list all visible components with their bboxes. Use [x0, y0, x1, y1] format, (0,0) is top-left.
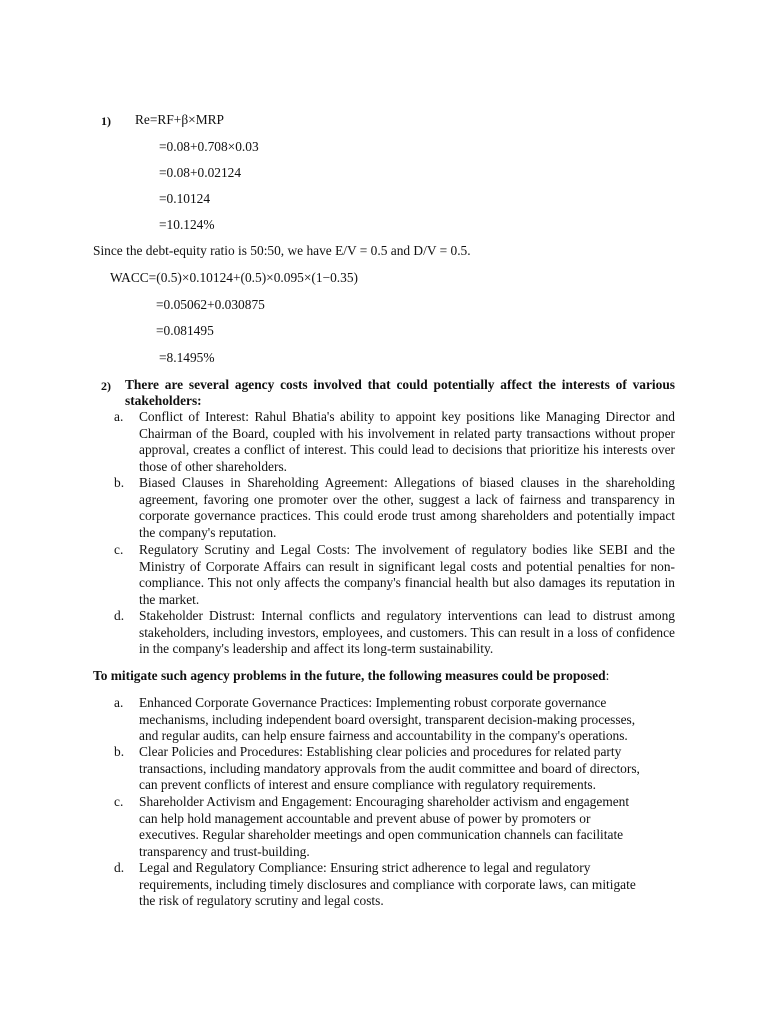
ratio-note: Since the debt-equity ratio is 50:50, we have E/V = 0.5 and D/V = 0.5.	[93, 243, 471, 258]
section-2-number: 2)	[101, 379, 111, 393]
wacc-step-2: =0.081495	[156, 323, 214, 338]
line: can prevent conflicts of interest and ensure compliance with regulatory requirements.	[139, 777, 596, 793]
line: Clear Policies and Procedures: Establishing clear policies and procedures for related party	[139, 744, 622, 759]
mitigation-heading-text: To mitigate such agency problems in the future, the following measures could be proposed	[93, 668, 606, 683]
re-formula: Re=RF+β×MRP	[135, 112, 225, 127]
line: Shareholder Activism and Engagement: Encouraging shareholder activism and engagement	[139, 794, 630, 809]
section-1-number: 1)	[101, 114, 111, 128]
agency-cost-text: Regulatory Scrutiny and Legal Costs: The involvement of regulatory bodies like SEBI and the Ministry of Corporate Affairs can result in significant legal costs and potential penalties for non-compliance. This not only affects the company's financial health but also damages its reputation in the market.	[139, 542, 675, 607]
section-2-heading-line-1: There are several agency costs involved that could potentially affect the interests of various	[125, 377, 675, 392]
list-marker: a.	[114, 409, 124, 424]
agency-cost-text: Stakeholder Distrust: Internal conflicts and regulatory interventions can lead to distrust among stakeholders, including investors, employees, and customers. This can result in a loss of confidence in the company's leadership and affect its long-term sustainability.	[139, 608, 675, 657]
list-marker: d.	[114, 608, 125, 623]
line: and regular audits, can help ensure fairness and accountability in the company's operations.	[139, 728, 628, 744]
line: mechanisms, including independent board oversight, transparent decision-making processes,	[139, 711, 636, 727]
re-step-2: =0.08+0.02124	[159, 165, 242, 180]
line: Legal and Regulatory Compliance: Ensuring strict adherence to legal and regulatory	[139, 860, 591, 875]
line: requirements, including timely disclosures and compliance with corporate laws, can mitigate	[139, 876, 636, 892]
section-2-heading-line-2: stakeholders:	[125, 393, 202, 408]
wacc-step-1: =0.05062+0.030875	[156, 297, 265, 312]
line: transactions, including mandatory approvals from the audit committee and board of directors,	[139, 760, 640, 776]
mitigation-heading-colon: :	[605, 668, 610, 683]
list-marker: b.	[114, 744, 125, 759]
wacc-formula: WACC=(0.5)×0.10124+(0.5)×0.095×(1−0.35)	[110, 270, 359, 285]
line: executives. Regular shareholder meetings and open communication channels can facilitate	[139, 827, 624, 843]
list-marker: b.	[114, 475, 125, 490]
wacc-step-3: =8.1495%	[159, 350, 215, 365]
line: Enhanced Corporate Governance Practices: Implementing robust corporate governance	[139, 695, 607, 710]
list-marker: c.	[114, 542, 124, 557]
re-step-3: =0.10124	[159, 191, 211, 206]
mitigation-heading	[93, 668, 609, 685]
list-marker: d.	[114, 860, 125, 875]
re-step-4: =10.124%	[159, 217, 215, 232]
agency-cost-text: Biased Clauses in Shareholding Agreement: Allegations of biased clauses in the shareholding agreement, favoring one promoter over the other, suggest a lack of fairness and transparency in corporate governance practices. This could erode trust among shareholders and potentially impact the company's reputation.	[139, 475, 675, 540]
line: transparency and trust-building.	[139, 843, 310, 859]
list-marker: a.	[114, 695, 124, 710]
line: the risk of regulatory scrutiny and legal costs.	[139, 893, 384, 909]
agency-cost-text: Conflict of Interest: Rahul Bhatia's ability to appoint key positions like Managing Director and Chairman of the Board, coupled with his involvement in related party transactions without proper approval, creates a conflict of interest. This could lead to decisions that prioritize his interests over those of other shareholders.	[139, 409, 675, 474]
list-marker: c.	[114, 794, 124, 809]
line: can help hold management accountable and prevent abuse of power by promoters or	[139, 810, 591, 826]
re-step-1: =0.08+0.708×0.03	[159, 139, 259, 154]
